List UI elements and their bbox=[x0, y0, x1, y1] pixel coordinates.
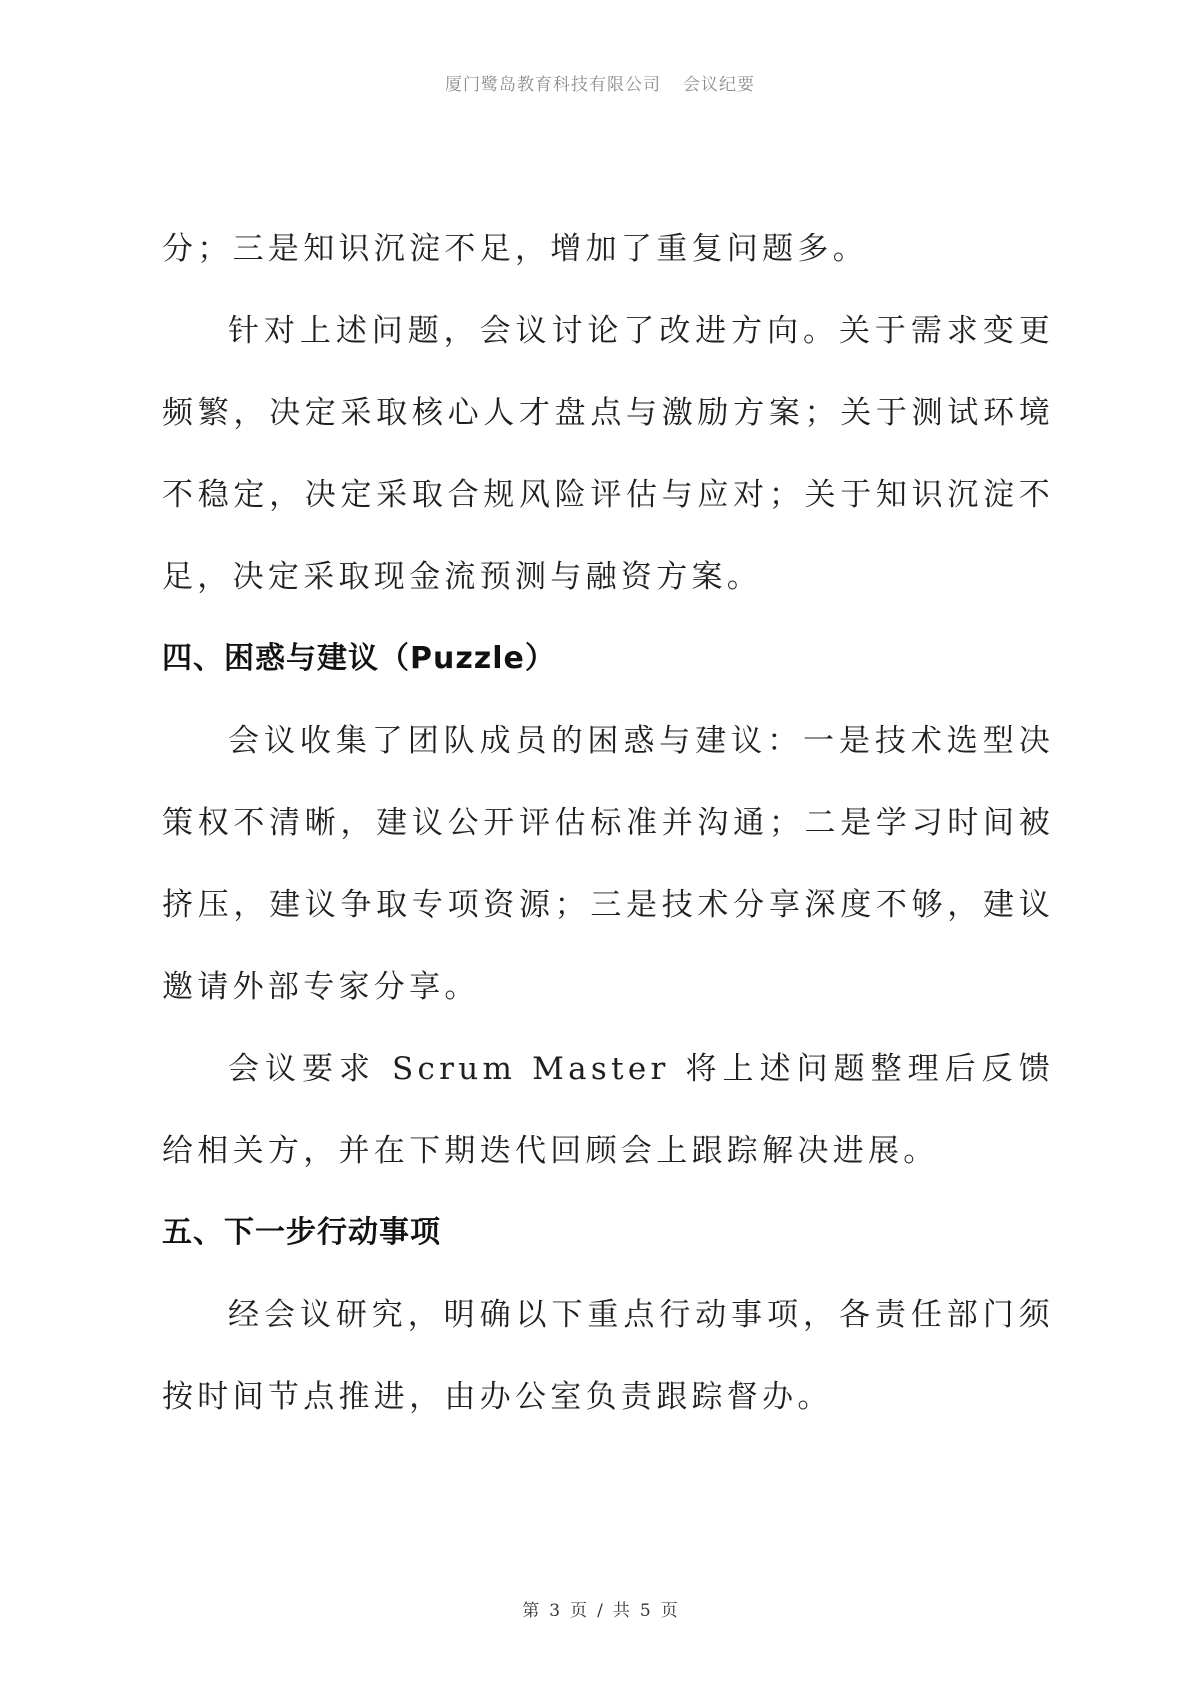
header-company: 厦门鹭岛教育科技有限公司 bbox=[445, 75, 661, 95]
section-heading-next-actions: 五、下一步行动事项 bbox=[162, 1215, 441, 1250]
header-doc-type: 会议纪要 bbox=[683, 75, 755, 95]
document-body bbox=[162, 208, 1054, 1438]
footer-total-pages: 5 bbox=[639, 1601, 651, 1621]
footer-total-prefix: 共 bbox=[612, 1601, 630, 1621]
footer-total-unit: 页 bbox=[660, 1601, 678, 1621]
paragraph-puzzles-suggestions: 会议收集了团队成员的困惑与建议：一是技术选型决策权不清晰，建议公开评估标准并沟通；二是学习时间被挤压，建议争取专项资源；三是技术分享深度不够，建议邀请外部专家分享。 bbox=[162, 723, 1054, 1005]
section-heading-puzzle: 四、困惑与建议（Puzzle） bbox=[162, 641, 556, 676]
paragraph-improvement-directions: 针对上述问题，会议讨论了改进方向。关于需求变更频繁，决定采取核心人才盘点与激励方案；关于测试环境不稳定，决定采取合规风险评估与应对；关于知识沉淀不足，决定采取现金流预测与融资方案。 bbox=[162, 313, 1054, 595]
paragraph-continuation: 分；三是知识沉淀不足，增加了重复问题多。 bbox=[162, 231, 868, 267]
page-header bbox=[0, 70, 1200, 95]
paragraph-action-items-intro: 经会议研究，明确以下重点行动事项，各责任部门须按时间节点推进，由办公室负责跟踪督办。 bbox=[162, 1297, 1054, 1415]
page-footer bbox=[0, 1596, 1200, 1621]
paragraph-scrum-master-followup: 会议要求 Scrum Master 将上述问题整理后反馈给相关方，并在下期迭代回顾会上跟踪解决进展。 bbox=[162, 1051, 1054, 1169]
footer-page-unit: 页 bbox=[570, 1601, 588, 1621]
footer-separator: / bbox=[597, 1601, 603, 1621]
footer-page-prefix: 第 bbox=[522, 1601, 540, 1621]
footer-current-page: 3 bbox=[549, 1601, 561, 1621]
